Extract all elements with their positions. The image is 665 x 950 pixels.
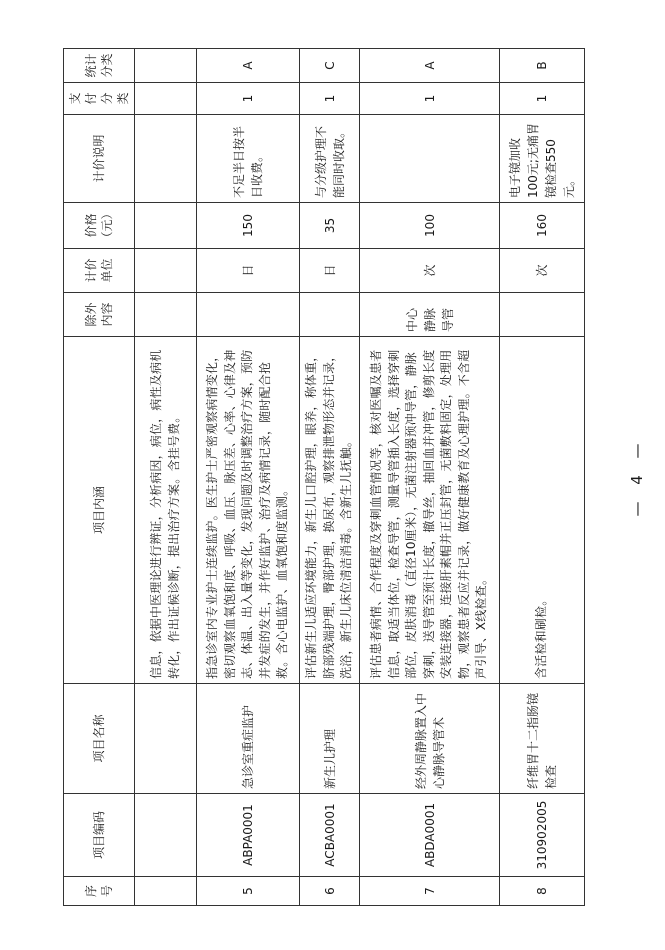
- cell-content: 评估患者病情、合作程度及穿刺血管情况等，核对医嘱及患者信息，取适当体位，检查导管，测量导管插入长度，选择穿刺部位，皮肤消毒（直径10厘米），无菌注射器预冲导管，静脉穿刺，送导管至预计长度，撤导丝，抽回血并冲管，修剪长度安装连接器，连接肝素帽并正压封管，无菌敷料固定，处理用物，观察患者反应并记录，做好健康教育及心理护理。不含超声引导、X线检查。: [360, 337, 500, 684]
- header-price: 价格（元）: [64, 203, 135, 249]
- header-pay: 支付分类: [64, 83, 135, 115]
- cell-pay: 1: [197, 83, 300, 115]
- cell-stat: B: [500, 49, 585, 83]
- cell-stat: C: [300, 49, 360, 83]
- cell-exclude: 中心静脉导管: [360, 293, 500, 337]
- cell-stat: A: [360, 49, 500, 83]
- header-no: 序号: [64, 877, 135, 906]
- cell-pay: 1: [300, 83, 360, 115]
- cell-exclude: [197, 293, 300, 337]
- cell-code: [135, 794, 197, 877]
- cell-note: [360, 115, 500, 203]
- cell-exclude: [500, 293, 585, 337]
- price-table: [63, 48, 585, 906]
- header-name: 项目名称: [64, 684, 135, 794]
- cell-name: 新生儿护理: [300, 684, 360, 794]
- cell-price: 160: [500, 203, 585, 249]
- header-content: 项目内涵: [64, 337, 135, 684]
- cell-no: [135, 877, 197, 906]
- cell-exclude: [300, 293, 360, 337]
- cell-name: 纤维胃十二指肠镜检查: [500, 684, 585, 794]
- cell-price: 35: [300, 203, 360, 249]
- cell-no: 7: [360, 877, 500, 906]
- cell-name: [135, 684, 197, 794]
- cell-code: ABDA0001: [360, 794, 500, 877]
- cell-no: 5: [197, 877, 300, 906]
- cell-code: 310902005: [500, 794, 585, 877]
- cell-code: ABPA0001: [197, 794, 300, 877]
- header-note: 计价说明: [64, 115, 135, 203]
- cell-no: 8: [500, 877, 585, 906]
- cell-unit: [135, 249, 197, 293]
- cell-note: 与分级护理不能同时收取。: [300, 115, 360, 203]
- table-row: [135, 49, 197, 906]
- cell-name: 经外周静脉置入中心静脉导管术: [360, 684, 500, 794]
- cell-pay: [135, 83, 197, 115]
- table-row: [500, 49, 585, 906]
- cell-no: 6: [300, 877, 360, 906]
- cell-exclude: [135, 293, 197, 337]
- table-header-row: [64, 49, 135, 906]
- header-unit: 计价单位: [64, 249, 135, 293]
- cell-pay: 1: [500, 83, 585, 115]
- page-number: — 4 —: [628, 437, 646, 517]
- cell-content: 信息，依据中医理论进行辨证，分析病因，病位，病性及病机转化，作出证候诊断，提出治疗方案。含挂号费。: [135, 337, 197, 684]
- cell-price: 150: [197, 203, 300, 249]
- cell-content: 指急诊室内专业护士连续监护。医生护士严密观察病情变化，密切观察血氧饱和度、呼吸、血压、脉压差、心率、心律及神志、体温、出入量等变化，发现问题及时调整治疗方案，预防并发症的发生，并作好监护、治疗及病情记录，随时配合抢救。含心电监护、血氧饱和度监测。: [197, 337, 300, 684]
- cell-price: 100: [360, 203, 500, 249]
- table-row: [197, 49, 300, 906]
- cell-content: 评估新生儿适应环境能力，新生儿口腔护理，眼养，称体重，脐部残端护理，臀部护理，换尿布，观察排泄物形态并记录，洗浴，新生儿床位清洁消毒。含新生儿抚触。: [300, 337, 360, 684]
- header-code: 项目编码: [64, 794, 135, 877]
- cell-note: 不足半日按半日收费。: [197, 115, 300, 203]
- header-exclude: 除外内容: [64, 293, 135, 337]
- header-stat: 统计分类: [64, 49, 135, 83]
- cell-unit: 次: [360, 249, 500, 293]
- cell-name: 急诊室重症监护: [197, 684, 300, 794]
- cell-price: [135, 203, 197, 249]
- cell-code: ACBA0001: [300, 794, 360, 877]
- cell-unit: 日: [300, 249, 360, 293]
- table-row: [300, 49, 360, 906]
- cell-pay: 1: [360, 83, 500, 115]
- cell-stat: [135, 49, 197, 83]
- cell-note: 电子镜加收100元;无痛胃镜检查550元。: [500, 115, 585, 203]
- table-row: [360, 49, 500, 906]
- cell-content: 含活检和刷检。: [500, 337, 585, 684]
- cell-unit: 次: [500, 249, 585, 293]
- cell-stat: A: [197, 49, 300, 83]
- cell-unit: 日: [197, 249, 300, 293]
- cell-note: [135, 115, 197, 203]
